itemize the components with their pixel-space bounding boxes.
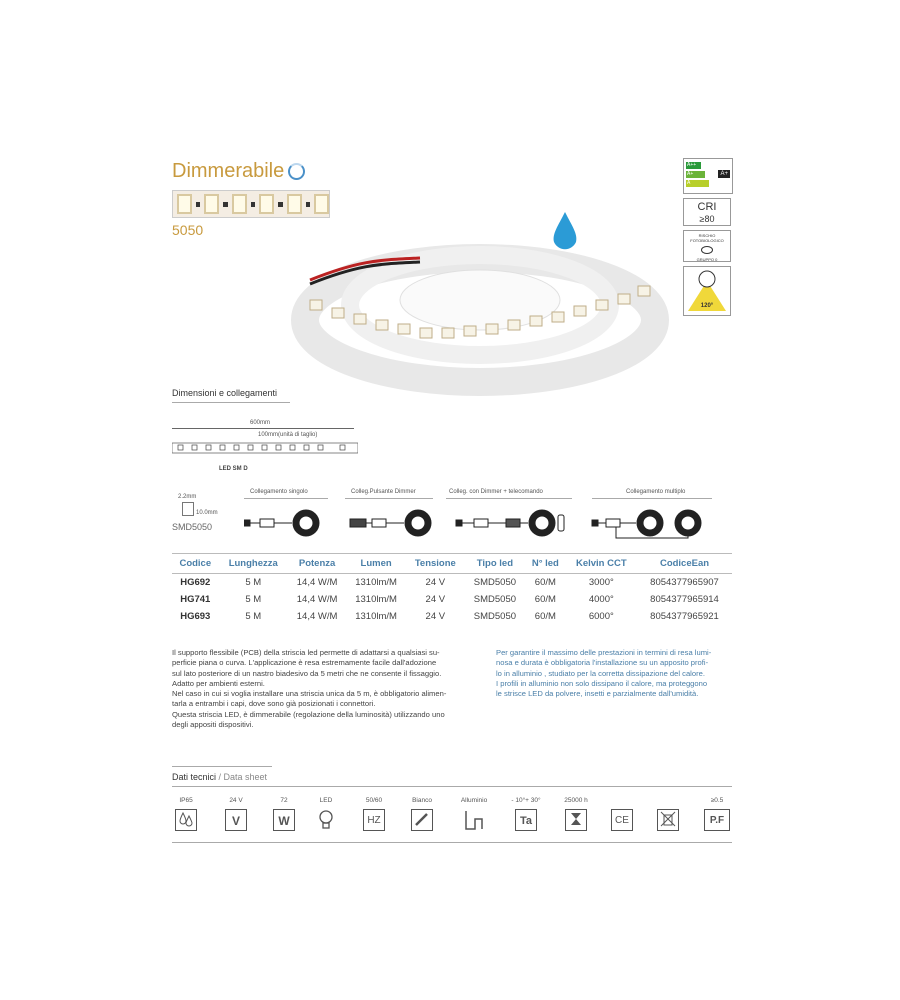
strip-diagram <box>172 440 358 456</box>
led-chip <box>177 194 192 214</box>
photobiological-risk-badge: RISCHIO FOTOBIOLOGICO GRUPPO 0 <box>683 230 731 262</box>
section-rule <box>172 786 732 787</box>
section-rule <box>172 766 272 767</box>
dimmer-icon <box>288 163 305 180</box>
connection-diagrams <box>244 506 724 542</box>
watt-icon: W <box>273 809 295 831</box>
led-chip <box>204 194 219 214</box>
energy-label: A++ A+ A A+ <box>683 158 733 194</box>
chip-model: 5050 <box>172 222 204 238</box>
col-voltage: Tensione <box>406 554 465 574</box>
section-rule <box>446 498 572 499</box>
table-row: HG692 5 M 14,4 W/M 1310lm/M 24 V SMD5050 60/M 3000° 8054377965907 <box>180 577 719 588</box>
led-smd-label: LED SM D <box>219 466 248 472</box>
connection-dimmer-label: Colleg.Pulsante Dimmer <box>351 489 416 495</box>
led-chip <box>232 194 247 214</box>
dimensions-section-title: Dimensioni e collegamenti <box>172 388 278 398</box>
total-length-label: 600mm <box>250 420 271 426</box>
connection-remote-label: Colleg. con Dimmer + telecomando <box>449 489 543 495</box>
tech-item-led: LED <box>312 797 340 831</box>
tech-item-disposal <box>654 797 682 831</box>
tech-item-material: Alluminio <box>456 797 492 831</box>
profile-cross-section <box>182 502 194 516</box>
resistor <box>251 202 256 207</box>
table-row: HG693 5 M 14,4 W/M 1310lm/M 24 V SMD5050 60/M 6000° 8054377965921 <box>180 611 719 622</box>
section-rule <box>244 498 328 499</box>
product-title: Dimmerabile <box>172 160 305 183</box>
table-row: HG741 5 M 14,4 W/M 1310lm/M 24 V SMD5050 60/M 4000° 8054377965914 <box>180 594 719 605</box>
tech-item-power: 72 W <box>270 797 298 831</box>
resistor <box>223 202 228 207</box>
material-profile-icon <box>463 809 485 831</box>
specs-table <box>172 553 732 625</box>
table-header-row <box>172 554 732 574</box>
tech-item-temperature: - 10°+ 30° Ta <box>506 797 546 831</box>
voltage-icon: V <box>225 809 247 831</box>
hourglass-icon <box>565 809 587 831</box>
power-factor-icon: P.F <box>704 809 730 831</box>
connection-multiple-label: Collegamento multiplo <box>626 489 686 495</box>
section-rule <box>592 498 712 499</box>
resistor <box>196 202 201 207</box>
tech-item-color: Bianco <box>408 797 436 831</box>
section-rule <box>345 498 433 499</box>
certification-badges <box>683 158 733 316</box>
tech-item-ce <box>608 797 636 831</box>
eye-icon <box>701 246 713 254</box>
cri-badge: CRI ≥80 <box>683 198 731 226</box>
cut-unit-label: 100mm(unità di taglio) <box>258 432 318 438</box>
col-power: Potenza <box>288 554 346 574</box>
dimension-line <box>172 428 354 429</box>
section-rule <box>172 842 732 843</box>
pencil-color-icon <box>411 809 433 831</box>
description-left: Il supporto flessibile (PCB) della striscia led permette di adattarsi a qualsiasi su- perficie piana o curva. L'applicazione è resa estremamente facile dall'adozione sul lato posteriore di un nastro biadesivo da 5 metri che ne consente il fissaggio. Adatto per ambienti esterni. Nel caso in cui si voglia installare una striscia unica da 5 m, è obbligatorio alimen- tarla a entrambi i capi, dove sono già posizionati i connettori. Questa striscia LED, è dimmerabile (regolazione della luminosità) utilizzando uno degli appositi dispositivi. <box>172 648 447 730</box>
chip-type-label: SMD5050 <box>172 522 213 532</box>
section-rule <box>172 402 290 403</box>
col-code: Codice <box>172 554 219 574</box>
beam-angle-badge: 120° <box>683 266 731 316</box>
tech-item-voltage: 24 V V <box>222 797 250 831</box>
ce-mark-icon: CE <box>611 809 633 831</box>
energy-rating-arrow: A+ <box>720 171 728 177</box>
bulb-icon <box>315 809 337 831</box>
frequency-icon: HZ <box>363 809 385 831</box>
no-bin-icon <box>657 809 679 831</box>
col-led-type: Tipo led <box>465 554 525 574</box>
col-cct: Kelvin CCT <box>566 554 637 574</box>
col-ean: CodiceEan <box>637 554 732 574</box>
col-led-count: N° led <box>525 554 566 574</box>
tech-item-power-factor: ≥0.5 P.F <box>702 797 732 831</box>
tech-item-frequency: 50/60 HZ <box>360 797 388 831</box>
col-lumen: Lumen <box>346 554 406 574</box>
tech-icons-row <box>172 797 732 845</box>
water-drops-icon <box>175 809 197 831</box>
description-right: Per garantire il massimo delle prestazioni in termini di resa lumi- nosa e durata è obbligatoria l'installazione su un apposito profi- lo in alluminio , studiato per la corretta dissipazione del calore. I profili in alluminio non solo dissipano il calore, ma proteggono le strisce LED da polvere, insetti e parzialmente dall'umidità. <box>496 648 712 699</box>
led-strip-reel-image <box>270 200 690 400</box>
col-length: Lunghezza <box>219 554 288 574</box>
width-label: 2.2mm <box>178 494 197 500</box>
tech-item-lifetime: 25000 h <box>558 797 594 831</box>
temperature-icon: Ta <box>515 809 537 831</box>
tech-item-ip: IP65 <box>172 797 200 831</box>
tech-section-title: Dati tecnici / Data sheet <box>172 772 268 782</box>
height-label: 10.0mm <box>196 510 218 516</box>
connection-single-label: Collegamento singolo <box>250 489 308 495</box>
